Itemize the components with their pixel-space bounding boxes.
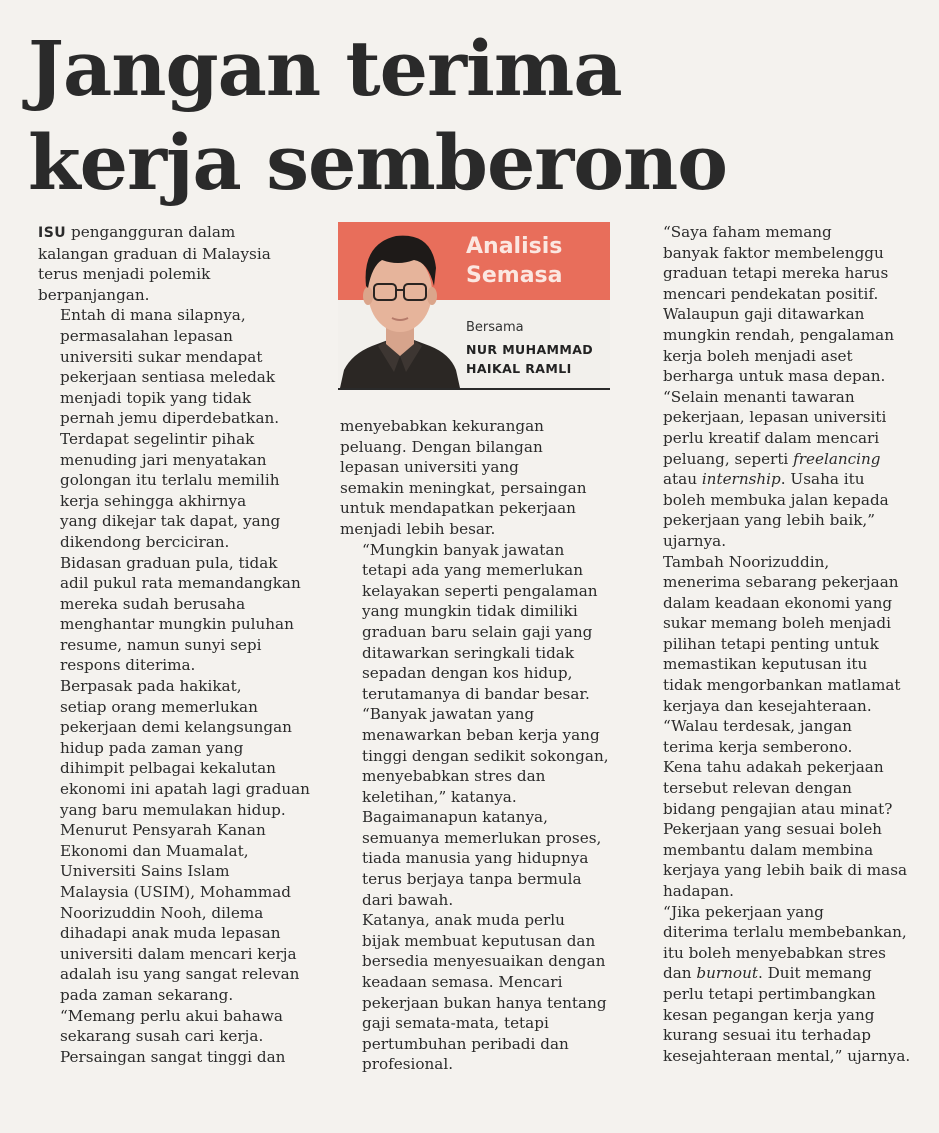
paragraph: Menurut Pensyarah Kanan Ekonomi dan Muamalat, Universiti Sains Islam Malaysia (USIM), Mohammad Noorizuddin Nooh, dilema dihadapi anak muda lepasan universiti dalam mencari kerja adalah isu yang sangat relevan pada zaman sekarang.	[60, 821, 300, 1004]
author-portrait-icon	[338, 222, 462, 388]
headline-line-2: kerja semberono	[28, 118, 727, 207]
lead-word: ISU	[38, 225, 67, 241]
with-label: Bersama	[466, 320, 524, 335]
analisis-semasa-box	[338, 222, 610, 390]
paragraph: “Walau terdesak, jangan terima kerja semberono. Kena tahu adakah pekerjaan tersebut relevan dengan bidang pengajian atau minat? Pekerjaan yang sesuai boleh membantu dalam membina kerjaya yang lebih baik di masa hadapan.	[663, 717, 908, 900]
paragraph: “Jika pekerjaan yang diterima terlalu membebankan, itu boleh menyebabkan stres dan burnout. Duit memang perlu tetapi pertimbangkan kesan pegangan kerja yang kurang sesuai itu terhadap kesejahteraan mental,” ujarnya.	[663, 902, 911, 1065]
paragraph: Tambah Noorizuddin, menerima sebarang pekerjaan dalam keadaan ekonomi yang sukar memang boleh menjadi pilihan tetapi penting untuk memastikan keputusan itu tidak mengorbankan matlamat kerjaya dan kesejahteraan.	[663, 552, 901, 715]
paragraph: Terdapat segelintir pihak menuding jari menyatakan golongan itu terlalu memilih kerja sehingga akhirnya yang dikejar tak dapat, yang dikendong berciciran.	[60, 429, 281, 551]
article-column-1	[38, 222, 322, 1067]
paragraph: “Memang perlu akui bahawa sekarang susah cari kerja. Persaingan sangat tinggi dan	[60, 1006, 286, 1066]
paragraph: “Selain menanti tawaran pekerjaan, lepasan universiti perlu kreatif dalam mencari peluang, seperti freelancing atau internship. Usaha itu boleh membuka jalan kepada pekerjaan yang lebih baik,” ujarnya.	[663, 387, 889, 550]
headline-line-1: Jangan terima	[28, 24, 622, 113]
article-column-2	[340, 416, 622, 1075]
paragraph: Berpasak pada hakikat, setiap orang memerlukan pekerjaan demi kelangsungan hidup pada zaman yang dihimpit pelbagai kekalutan ekonomi ini apatah lagi graduan yang baru memulakan hidup.	[60, 677, 310, 819]
article-column-3	[641, 222, 923, 1066]
paragraph: menyebabkan kekurangan peluang. Dengan bilangan lepasan universiti yang semakin meningkat, persaingan untuk mendapatkan pekerjaan menjadi lebih besar.	[340, 417, 587, 538]
paragraph: “Mungkin banyak jawatan tetapi ada yang memerlukan kelayakan seperti pengalaman yang mungkin tidak dimiliki graduan baru selain gaji yang ditawarkan seringkali tidak sepadan dengan kos hidup, terutamanya di bandar besar.	[362, 540, 598, 703]
paragraph: Bagaimanapun katanya, semuanya memerlukan proses, tiada manusia yang hidupnya terus berjaya tanpa bermula dari bawah.	[362, 808, 602, 909]
paragraph: “Banyak jawatan yang menawarkan beban kerja yang tinggi dengan sedikit sokongan, menyebabkan stres dan keletihan,” katanya.	[362, 705, 609, 806]
author-name: NUR MUHAMMAD HAIKAL RAMLI	[466, 342, 594, 376]
paragraph: Katanya, anak muda perlu bijak membuat keputusan dan bersedia menyesuaikan dengan keadaan semasa. Mencari pekerjaan bukan hanya tentang gaji semata-mata, tetapi pertumbuhan peribadi dan profesional.	[362, 911, 607, 1074]
paragraph: Bidasan graduan pula, tidak adil pukul rata memandangkan mereka sudah berusaha menghantar mungkin puluhan resume, namun sunyi sepi respons diterima.	[60, 553, 301, 675]
column-title: Analisis Semasa	[466, 234, 563, 288]
paragraph: Entah di mana silapnya, permasalahan lepasan universiti sukar mendapat pekerjaan sentiasa meledak menjadi topik yang tidak pernah jemu diperdebatkan.	[60, 306, 280, 428]
paragraph: ISU pengangguran dalam kalangan graduan di Malaysia terus menjadi polemik berpanjangan.	[38, 223, 271, 304]
headline	[28, 22, 908, 210]
paragraph: “Saya faham memang banyak faktor membelenggu graduan tetapi mereka harus mencari pendekatan positif. Walaupun gaji ditawarkan mungkin rendah, pengalaman kerja boleh menjadi aset berharga untuk masa depan.	[663, 223, 895, 386]
